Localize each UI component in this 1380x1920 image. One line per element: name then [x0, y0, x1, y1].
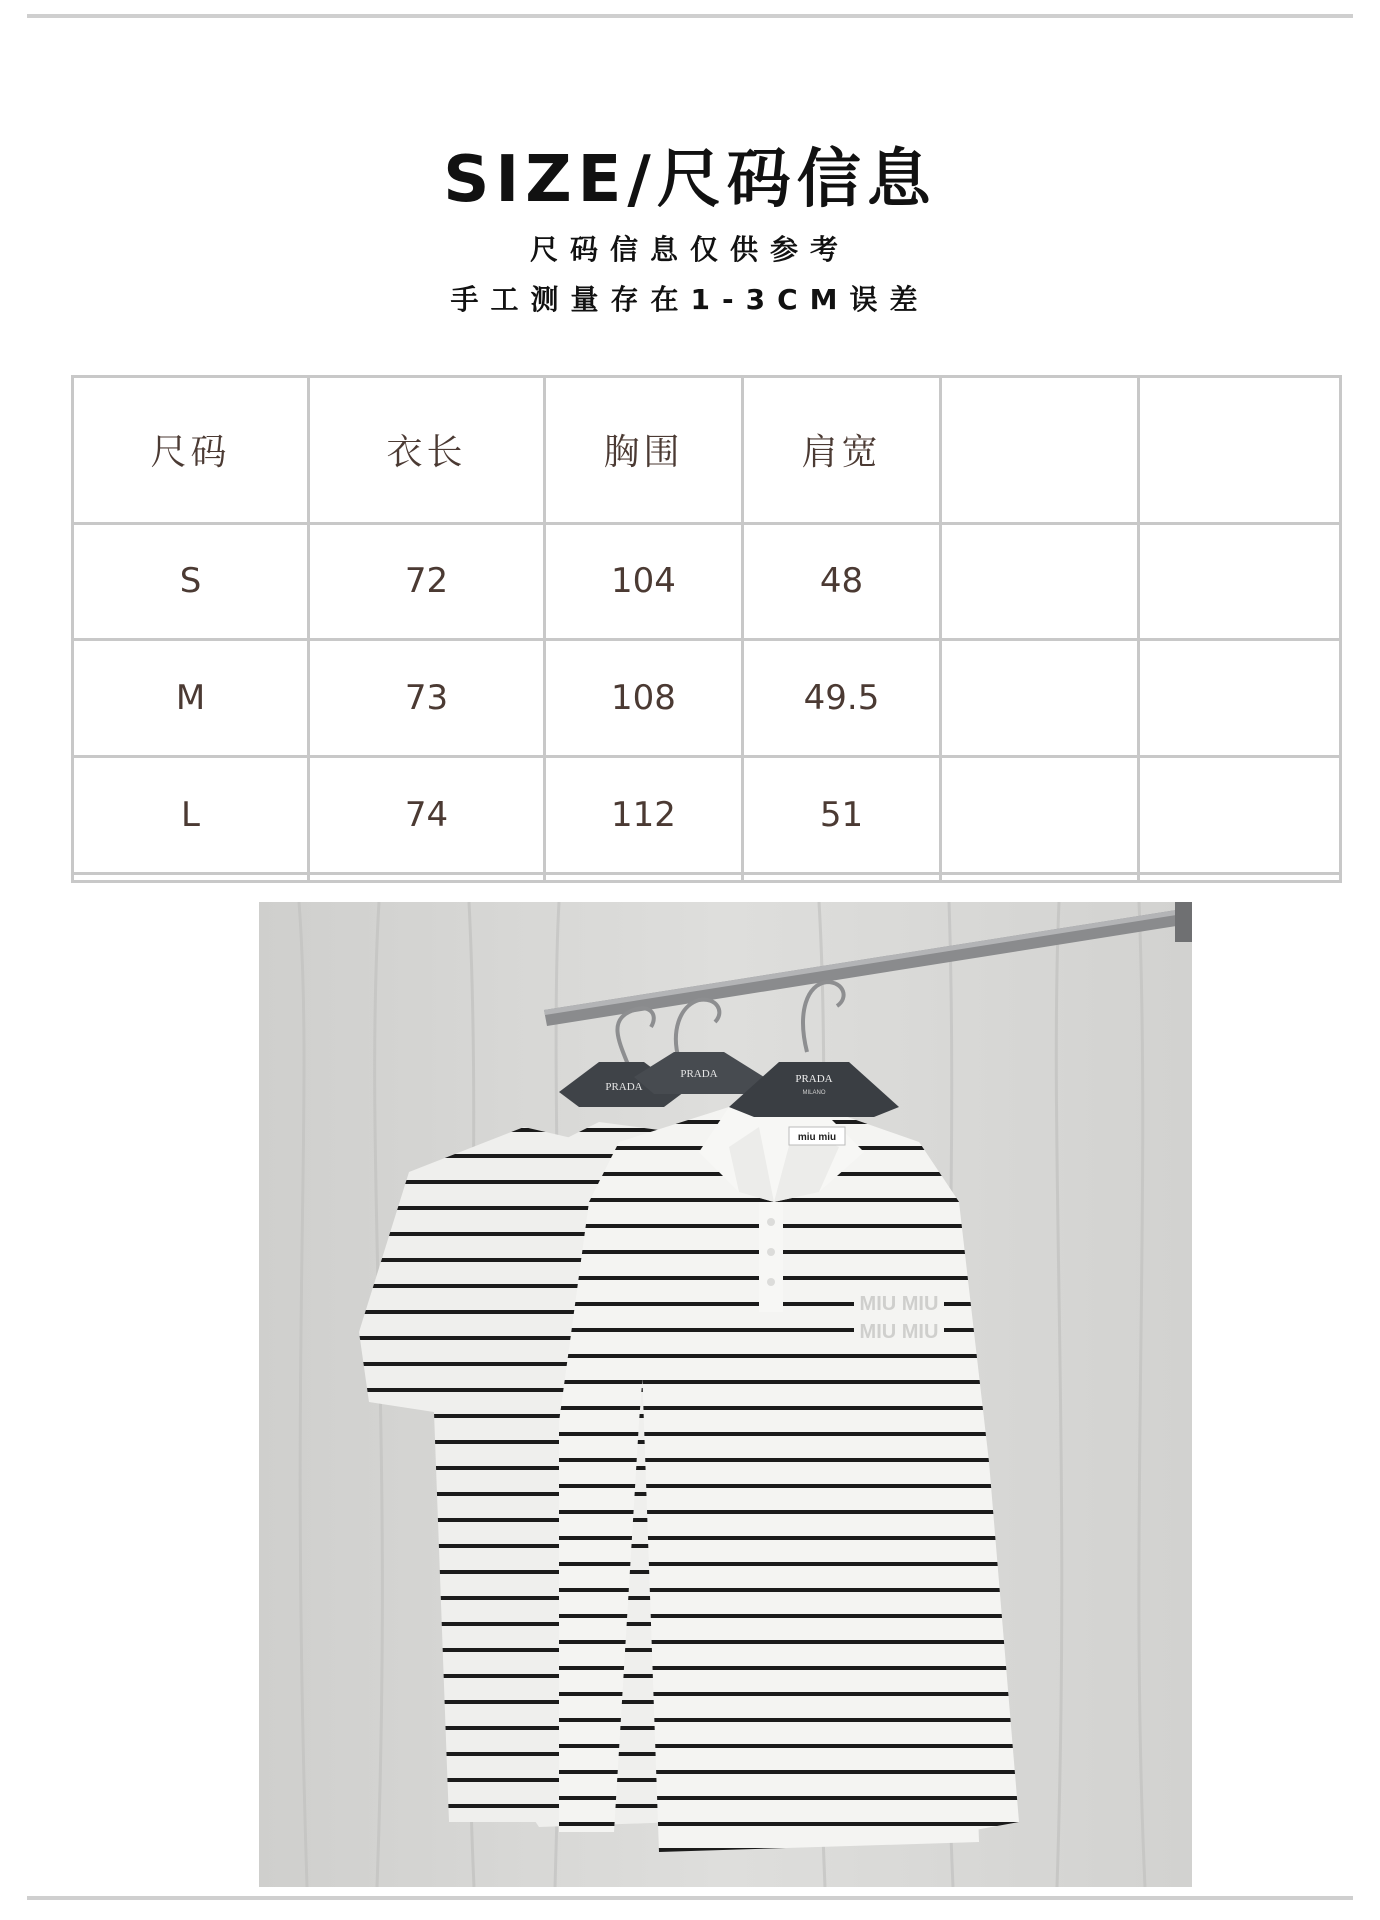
size-table	[71, 375, 1342, 883]
cell-size: M	[73, 640, 309, 757]
cell-empty	[941, 523, 1139, 640]
subtitle-measurement-note: 手工测量存在1-3CM误差	[450, 283, 930, 316]
top-divider	[27, 14, 1353, 18]
cell-empty	[1139, 640, 1341, 757]
header-empty	[1139, 377, 1341, 524]
cell-length: 74	[309, 757, 545, 874]
cell-empty	[1139, 523, 1341, 640]
hanger-brand-text: PRADA	[680, 1068, 718, 1080]
table-row	[73, 757, 1341, 874]
cell-empty	[743, 873, 941, 881]
product-photo	[259, 902, 1192, 1887]
page-title: SIZE/尺码信息	[443, 143, 937, 217]
header-chest: 胸围	[545, 377, 743, 524]
table-row	[73, 640, 1341, 757]
subtitle-reference-note: 尺码信息仅供参考	[529, 233, 850, 266]
embroidery-text: MIU MIU	[859, 1321, 939, 1343]
cell-chest: 108	[545, 640, 743, 757]
table-row	[73, 873, 1341, 881]
bottom-divider	[27, 1896, 1353, 1900]
cell-shoulder: 48	[743, 523, 941, 640]
header-size: 尺码	[73, 377, 309, 524]
cell-empty	[1139, 873, 1341, 881]
header-length: 衣长	[309, 377, 545, 524]
hanger-brand-text: PRADA	[795, 1073, 833, 1085]
cell-empty	[941, 640, 1139, 757]
cell-shoulder: 49.5	[743, 640, 941, 757]
cell-size: L	[73, 757, 309, 874]
cell-empty	[309, 873, 545, 881]
cell-size: S	[73, 523, 309, 640]
cell-chest: 112	[545, 757, 743, 874]
cell-chest: 104	[545, 523, 743, 640]
cell-empty	[1139, 757, 1341, 874]
table-row	[73, 523, 1341, 640]
cell-empty	[941, 873, 1139, 881]
hanger-brand-text: PRADA	[605, 1081, 643, 1093]
table-header-row	[73, 377, 1341, 524]
header-shoulder: 肩宽	[743, 377, 941, 524]
cell-empty	[73, 873, 309, 881]
cell-empty	[545, 873, 743, 881]
header-empty	[941, 377, 1139, 524]
neck-label-text: miu miu	[797, 1132, 837, 1143]
hanger-sub-text: MILANO	[802, 1090, 826, 1096]
embroidery-text: MIU MIU	[859, 1293, 939, 1315]
size-table-container	[71, 375, 1339, 883]
cell-length: 73	[309, 640, 545, 757]
cell-length: 72	[309, 523, 545, 640]
cell-empty	[941, 757, 1139, 874]
cell-shoulder: 51	[743, 757, 941, 874]
